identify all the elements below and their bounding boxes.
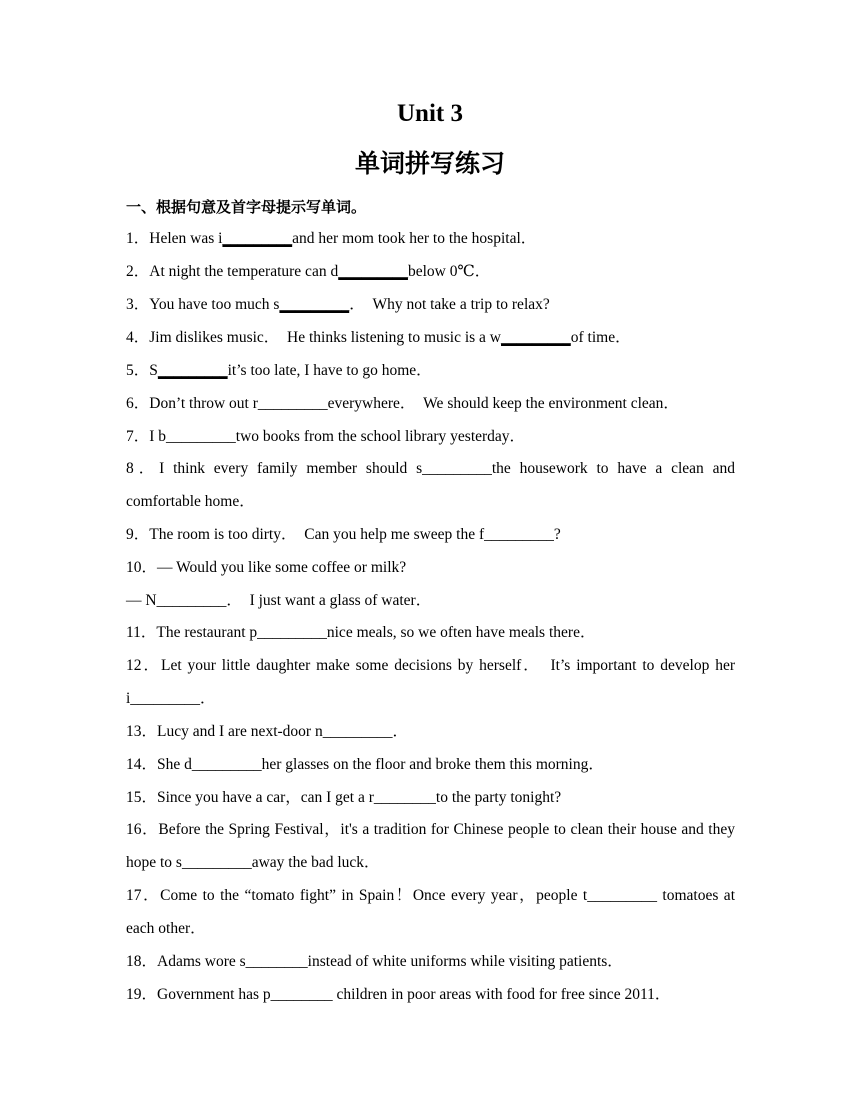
question-13: 13．Lucy and I are next-door n_________．	[126, 723, 408, 740]
question-2	[126, 255, 735, 288]
question-text: 3．You have too much s	[126, 296, 280, 313]
question-14: 14．She d_________her glasses on the floor and broke them this morning．	[126, 756, 604, 773]
question-8: 8．I think every family member should s_________the housework to have a clean and comfortable home．	[126, 460, 735, 510]
question-text: it’s too late, I have to go home．	[227, 362, 432, 379]
question-17: 17．Come to the “tomato fight” in Spain！Once every year，people t_________ tomatoes at each other．	[126, 887, 735, 937]
question-text: of time．	[570, 329, 631, 346]
question-9: 9．The room is too dirty． Can you help me sweep the f_________?	[126, 526, 561, 543]
question-text: 2．At night the temperature can d	[126, 263, 339, 280]
question-18: 18．Adams wore s________instead of white uniforms while visiting patients．	[126, 953, 623, 970]
question-text: and her mom took her to the hospital．	[292, 230, 537, 247]
question-text: ． Why not take a trip to relax?	[349, 296, 550, 313]
answer-blank: _________	[338, 263, 408, 280]
question-6: 6．Don’t throw out r_________everywhere． We should keep the environment clean．	[126, 395, 679, 412]
question-12: 12．Let your little daughter make some decisions by herself． It’s important to develop her i_________．	[126, 657, 735, 707]
question-1	[126, 222, 735, 255]
question-16: 16．Before the Spring Festival，it's a tradition for Chinese people to clean their house and they hope to s_________away the bad luck．	[126, 821, 735, 871]
answer-blank: _________	[157, 362, 228, 379]
worksheet-title: 单词拼写练习	[354, 149, 505, 178]
answer-blank: _________	[279, 296, 350, 313]
question-7: 7．I b_________two books from the school library yesterday．	[126, 428, 526, 445]
question-text: 4．Jim dislikes music． He thinks listening to music is a w	[126, 329, 502, 346]
question-text: 5．S	[126, 362, 158, 379]
unit-heading: Unit 3	[397, 100, 463, 127]
answer-blank: _________	[222, 230, 293, 247]
question-15: 15．Since you have a car，can I get a r________to the party tonight?	[126, 789, 562, 806]
question-10-reply: — N_________． I just want a glass of water．	[126, 592, 432, 609]
question-3	[126, 288, 735, 321]
question-19: 19．Government has p________ children in poor areas with food for free since 2011．	[126, 986, 671, 1003]
question-4	[126, 321, 735, 354]
section-heading: 一、根据句意及首字母提示写单词。	[126, 198, 367, 216]
question-text: below 0℃．	[407, 263, 491, 280]
question-10-prompt: 10．— Would you like some coffee or milk?	[126, 559, 407, 576]
question-text: 1．Helen was i	[126, 230, 223, 247]
answer-blank: _________	[501, 329, 571, 346]
question-5	[126, 354, 735, 387]
question-11: 11．The restaurant p_________nice meals, so we often have meals there．	[126, 624, 596, 641]
